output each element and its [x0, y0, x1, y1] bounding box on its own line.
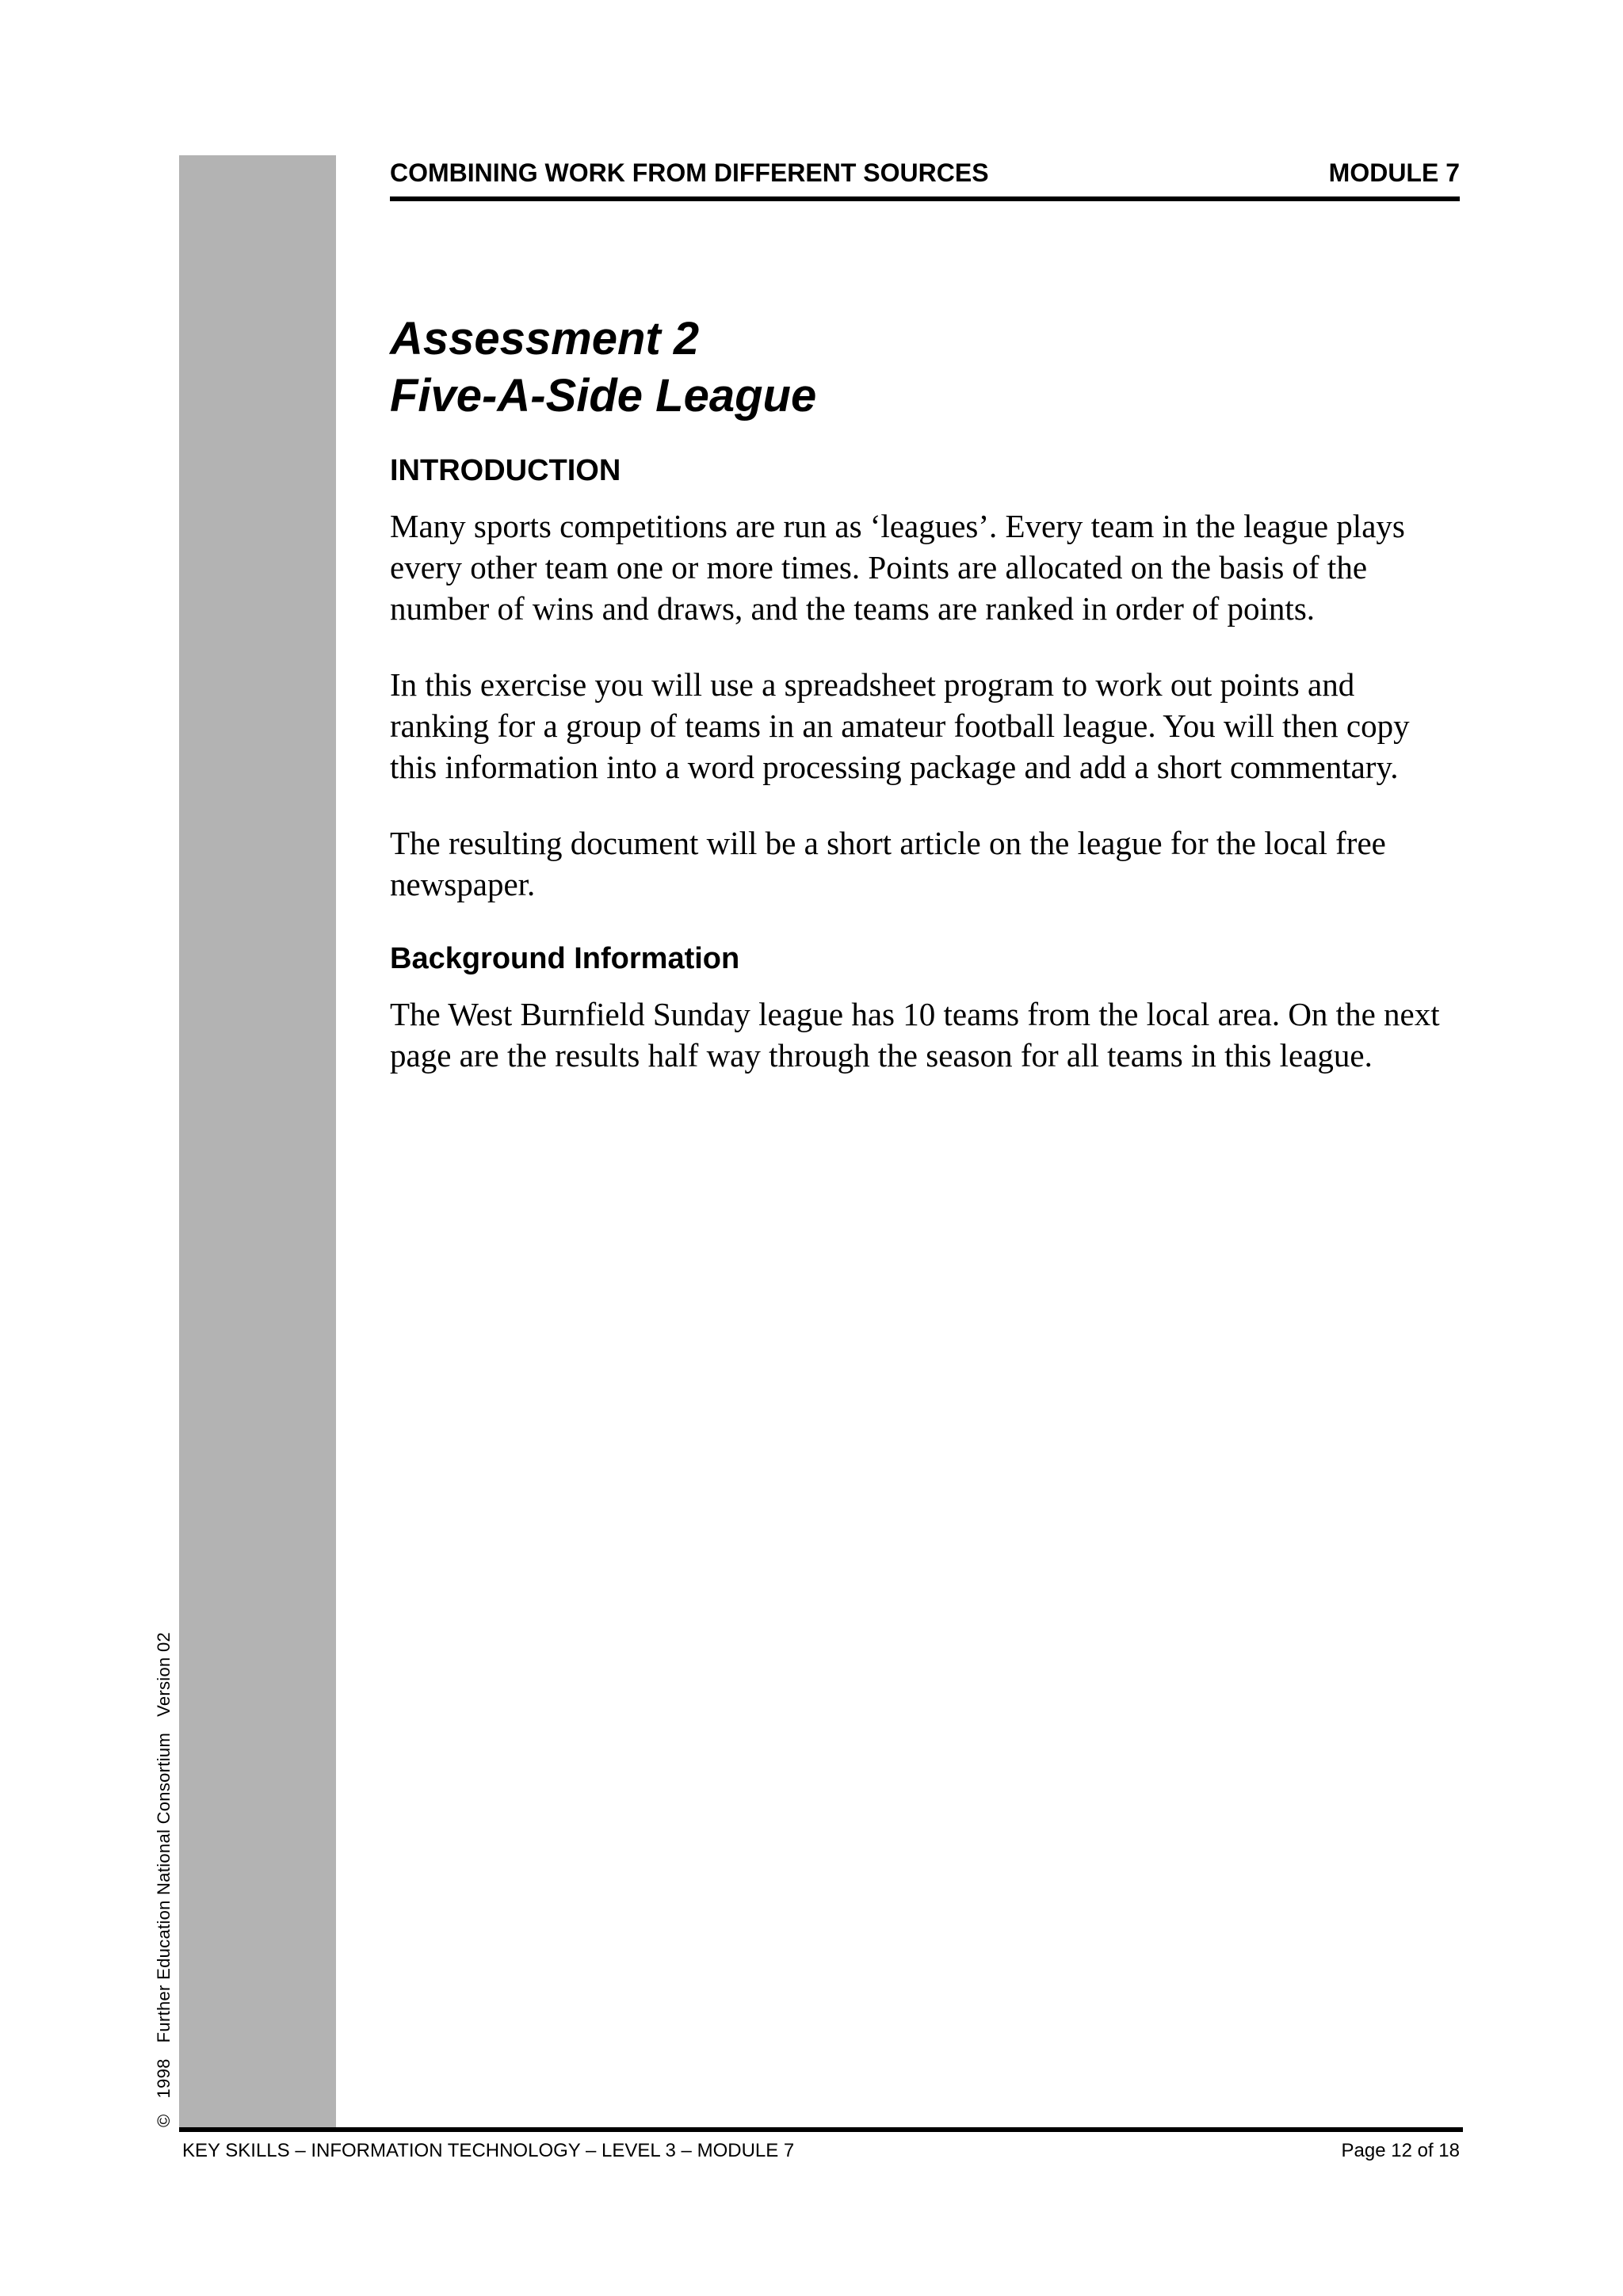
title-line-1: Assessment 2	[390, 313, 700, 364]
copyright-symbol: ©	[154, 2114, 174, 2127]
main-content	[390, 311, 1460, 1076]
footer-rule	[179, 2127, 1463, 2132]
copyright-organisation: Further Education National Consortium	[154, 1732, 174, 2043]
background-paragraph: The West Burnfield Sunday league has 10 teams from the local area. On the next page are the results half way through the season for all teams in this league.	[390, 996, 1440, 1074]
page-title	[390, 311, 1460, 425]
intro-paragraph-1: Many sports competitions are run as ‘leagues’. Every team in the league plays every other team one or more times. Points are allocated on the basis of the number of wins and draws, and the teams are ranked in order of points.	[390, 508, 1405, 627]
copyright-notice	[154, 1616, 174, 2127]
sidebar-band	[179, 155, 336, 2131]
header-module: MODULE 7	[1328, 158, 1460, 187]
copyright-version: Version 02	[154, 1631, 174, 1717]
header-title: COMBINING WORK FROM DIFFERENT SOURCES	[390, 158, 989, 187]
background-heading: Background Information	[390, 942, 740, 975]
intro-paragraph-3: The resulting document will be a short article on the league for the local free newspaper.	[390, 825, 1386, 902]
footer-course: KEY SKILLS – INFORMATION TECHNOLOGY – LEVEL 3 – MODULE 7	[182, 2140, 795, 2161]
introduction-heading: INTRODUCTION	[390, 454, 621, 487]
copyright-year: 1998	[154, 2058, 174, 2099]
title-line-2: Five-A-Side League	[390, 370, 817, 421]
footer-page-number: Page 12 of 18	[1341, 2140, 1460, 2161]
page-header	[390, 155, 1460, 201]
intro-paragraph-2: In this exercise you will use a spreadsheet program to work out points and ranking for a group of teams in an amateur football league. You will then copy this information into a word processing package and add a short commentary.	[390, 666, 1410, 785]
